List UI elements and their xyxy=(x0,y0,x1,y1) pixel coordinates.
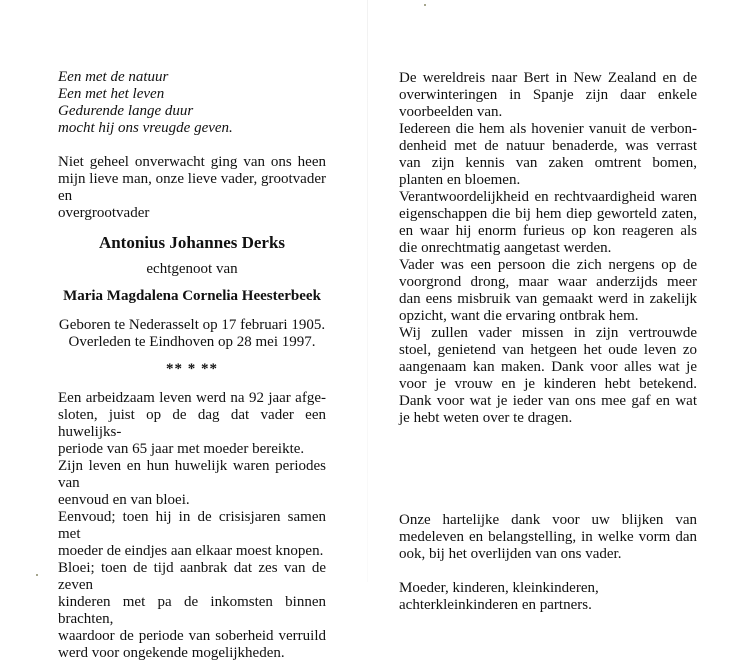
body-line: sloten, juist op de dag dat vader een huwelijks- xyxy=(58,407,326,440)
dates xyxy=(58,317,326,351)
body-line: werd voor ongekende mogelijkheden. xyxy=(58,645,285,661)
poem-line: Een met de natuur xyxy=(58,69,169,85)
body-line: Eenvoud; toen hij in de crisisjaren samen met xyxy=(58,509,326,542)
body-line: voorbeelden van. xyxy=(399,104,503,120)
intro-line: mijn lieve man, onze lieve vader, grootvader en xyxy=(58,171,326,204)
intro-paragraph xyxy=(58,154,326,222)
body-line: je hebt weten over te dragen. xyxy=(399,410,573,426)
body-line: overwinteringen in Spanje zijn daar enkele xyxy=(399,87,697,103)
thanks-line: Onze hartelijke dank voor uw blijken van xyxy=(399,512,697,528)
body-line: stoel, genietend van hetgeen het oude leven zo xyxy=(399,342,697,358)
body-line: van zijn kennis van zaken omtrent bomen, xyxy=(399,155,697,171)
body-line: en waar hij enorm furieus op kon reageren als xyxy=(399,223,697,239)
body-line: die onrechtmatig aangetast werden. xyxy=(399,240,612,256)
left-column xyxy=(58,69,326,662)
body-line: periode van 65 jaar met moeder bereikte. xyxy=(58,441,305,457)
body-line: Vader was een persoon die zich nergens op de xyxy=(399,257,697,273)
body-line: Verantwoordelijkheid en rechtvaardigheid waren xyxy=(399,189,697,205)
body-line: Een arbeidzaam leven werd na 92 jaar afge- xyxy=(58,390,326,406)
poem xyxy=(58,69,326,137)
body-line: Dank voor wat je ieder van ons mee gaf en wat xyxy=(399,393,697,409)
body-line: opzicht, want die ervaring ontbrak hem. xyxy=(399,308,639,324)
family-line: Moeder, kinderen, kleinkinderen, xyxy=(399,580,599,596)
body-line: kinderen met pa de inkomsten binnen brachten, xyxy=(58,594,326,627)
birth-line: Geboren te Nederasselt op 17 februari 1905. xyxy=(58,317,326,333)
deceased-name: Antonius Johannes Derks xyxy=(98,233,286,252)
body-line: waardoor de periode van soberheid verruild xyxy=(58,628,326,644)
body-line: denheid met de natuur benaderde, was verrast xyxy=(399,138,697,154)
poem-line: mocht hij ons vreugde geven. xyxy=(58,120,233,136)
thanks-paragraph xyxy=(399,512,697,563)
body-line: De wereldreis naar Bert in New Zealand en de xyxy=(399,70,697,86)
right-column xyxy=(399,70,697,614)
body-line: voorgrond drong, maar waar anderzijds meer xyxy=(399,274,697,290)
body-line: Iedereen die hem als hovenier vanuit de verbon- xyxy=(399,121,697,137)
body-line: moeder de eindjes aan elkaar moest knopen. xyxy=(58,543,324,559)
thanks-line: medeleven en belangstelling, in welke vorm dan xyxy=(399,529,697,545)
intro-line: overgrootvader xyxy=(58,205,150,221)
body-line: aangenaam kan maken. Dank voor alles wat je xyxy=(399,359,697,375)
family-signature xyxy=(399,580,697,614)
body-line: dan eens misbruik van gemaakt werd in zakelijk xyxy=(399,291,697,307)
spouse-name: Maria Magdalena Cornelia Heesterbeek xyxy=(63,288,321,304)
poem-line: Een met het leven xyxy=(58,86,165,102)
body-line: voor je vrouw en je kinderen hebt betekend. xyxy=(399,376,697,392)
poem-line: Gedurende lange duur xyxy=(58,103,194,119)
card-fold xyxy=(367,0,368,582)
body-line: eenvoud en van bloei. xyxy=(58,492,190,508)
speck xyxy=(424,4,426,6)
family-line: achterkleinkinderen en partners. xyxy=(399,597,592,613)
body-line: eigenschappen die bij hem diep geworteld zaten, xyxy=(399,206,697,222)
intro-line: Niet geheel onverwacht ging van ons heen xyxy=(58,154,326,170)
body-line: Zijn leven en hun huwelijk waren periodes van xyxy=(58,458,326,491)
separator-stars: ** * ** xyxy=(166,361,218,377)
body-line: Wij zullen vader missen in zijn vertrouwde xyxy=(399,325,697,341)
death-line: Overleden te Eindhoven op 28 mei 1997. xyxy=(68,334,316,350)
body-line: planten en bloemen. xyxy=(399,172,521,188)
thanks-line: ook, bij het overlijden van ons vader. xyxy=(399,546,622,562)
speck xyxy=(36,574,38,576)
right-body xyxy=(399,70,697,427)
spouse-label: echtgenoot van xyxy=(146,261,238,277)
body-line: Bloei; toen de tijd aanbrak dat zes van de zeven xyxy=(58,560,326,593)
left-body xyxy=(58,390,326,662)
